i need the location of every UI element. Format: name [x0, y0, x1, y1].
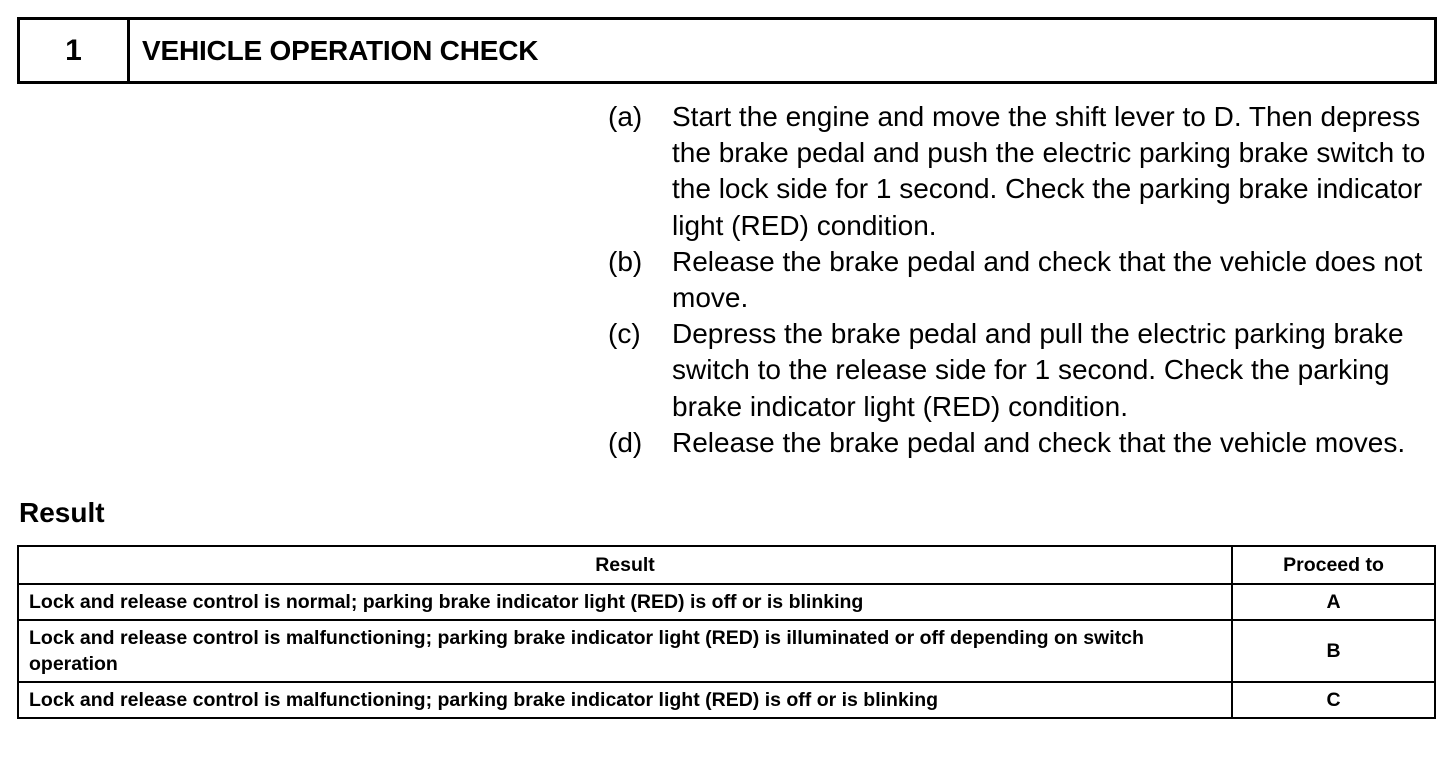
procedure-step-marker: (c): [608, 318, 641, 350]
procedure-step: [608, 425, 1443, 461]
result-cell: Lock and release control is malfunctioning; parking brake indicator light (RED) is illuminated or off depending on switch operation: [18, 620, 1232, 682]
result-table: [17, 545, 1436, 719]
result-cell: Lock and release control is malfunctioning; parking brake indicator light (RED) is off or is blinking: [18, 682, 1232, 718]
table-header-row: [18, 546, 1435, 584]
proceed-to-cell: A: [1232, 584, 1435, 620]
table-row: [18, 682, 1435, 718]
column-header-proceed-to: Proceed to: [1232, 546, 1435, 584]
proceed-to-cell: B: [1232, 620, 1435, 682]
procedure-step-marker: (d): [608, 426, 643, 458]
procedure-step: [608, 316, 1443, 425]
procedure-step: [608, 244, 1443, 316]
procedure-step: [608, 99, 1443, 244]
procedure-step-text: Start the engine and move the shift lever to D. Then depress the brake pedal and push the electric parking brake switch to the lock side for 1 second. Check the parking brake indicator light (RED) condition.: [672, 101, 1426, 241]
procedure-step-text: Release the brake pedal and check that the vehicle moves.: [672, 426, 1406, 458]
proceed-to-cell: C: [1232, 682, 1435, 718]
procedure-step-marker: (a): [608, 101, 643, 132]
step-title: VEHICLE OPERATION CHECK: [142, 34, 539, 66]
result-cell: Lock and release control is normal; parking brake indicator light (RED) is off or is blinking: [18, 584, 1232, 620]
result-heading: Result: [19, 497, 105, 528]
procedure-step-marker: (b): [608, 245, 643, 277]
table-row: [18, 584, 1435, 620]
procedure-list: [608, 99, 1443, 461]
step-header: [17, 17, 1437, 84]
procedure-step-text: Depress the brake pedal and pull the electric parking brake switch to the release side for 1 second. Check the parking brake indicator light (RED) condition.: [672, 318, 1404, 422]
procedure-step-text: Release the brake pedal and check that the vehicle does not move.: [672, 245, 1423, 314]
column-header-result: Result: [18, 546, 1232, 584]
step-number: 1: [20, 20, 130, 81]
table-row: [18, 620, 1435, 682]
